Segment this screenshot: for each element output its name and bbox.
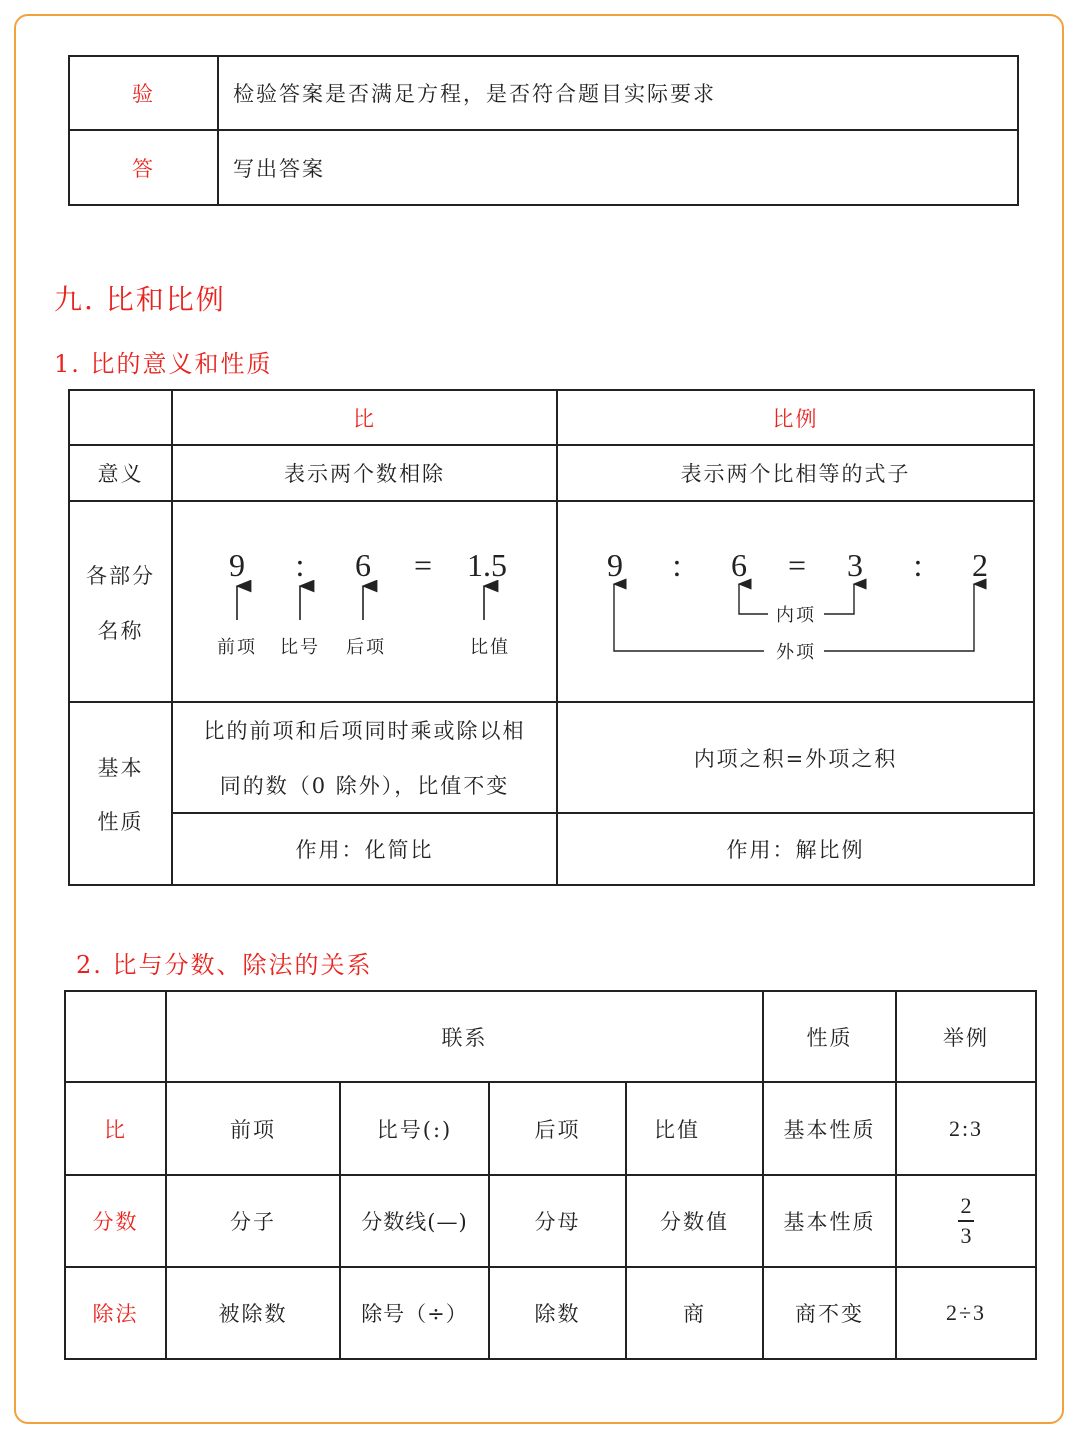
- prop-colon-1: :: [672, 546, 682, 583]
- outer-bracket-right: [824, 584, 974, 651]
- ratio-colon: :: [295, 546, 305, 583]
- ratio-back-number: 6: [355, 546, 371, 583]
- row-label-names-line2: 名称: [97, 619, 144, 643]
- ratio-arrows: [173, 580, 556, 625]
- ratio-part-back: 后项: [346, 637, 386, 658]
- header-relation: 联系: [441, 1025, 488, 1050]
- section-title: 九. 比和比例: [54, 283, 226, 316]
- prop-b: 6: [731, 546, 747, 583]
- step-text-answer: 写出答案: [233, 156, 325, 181]
- row-label-fraction: 分数: [92, 1210, 139, 1234]
- ratio-value-number: 1.5: [467, 546, 507, 583]
- row-label-property-line2: 性质: [97, 810, 144, 834]
- prop-equals: =: [787, 546, 807, 583]
- division-c2: 除号（÷）: [361, 1302, 468, 1326]
- ratio-c3: 后项: [534, 1117, 581, 1142]
- outer-bracket-left: [614, 584, 764, 651]
- division-c3: 除数: [534, 1302, 581, 1326]
- division-example: 2÷3: [945, 1300, 987, 1325]
- inner-bracket-left: [739, 584, 768, 614]
- ratio-c4: 比值: [654, 1117, 700, 1142]
- use-ratio: 作用：化简比: [295, 838, 434, 862]
- row-label-meaning: 意义: [97, 462, 144, 486]
- fraction-c1: 分子: [230, 1210, 276, 1234]
- header-property: 性质: [806, 1025, 853, 1050]
- ratio-front-number: 9: [229, 546, 245, 583]
- property-ratio-line1: 比的前项和后项同时乘或除以相: [203, 719, 526, 743]
- ratio-part-front: 前项: [217, 637, 257, 658]
- step-label-answer: 答: [132, 156, 155, 181]
- ratio-part-value: 比值: [470, 637, 510, 658]
- prop-a: 9: [607, 546, 623, 583]
- step-text-verify: 检验答案是否满足方程，是否符合题目实际要求: [233, 82, 716, 106]
- property-ratio-line2: 同的数（0 除外），比值不变: [219, 774, 510, 798]
- fraction-bar: [958, 1220, 974, 1222]
- prop-colon-2: :: [913, 546, 923, 583]
- prop-c: 3: [847, 546, 863, 583]
- fraction-c4: 分数值: [660, 1210, 729, 1234]
- use-proportion: 作用：解比例: [726, 838, 865, 862]
- row-label-names-line1: 各部分: [86, 564, 155, 588]
- ratio-c1: 前项: [230, 1117, 276, 1142]
- division-c4: 商: [683, 1302, 706, 1326]
- meaning-proportion: 表示两个比相等的式子: [680, 462, 911, 486]
- ratio-example: 2:3: [948, 1115, 984, 1141]
- prop-part-outer: 外项: [776, 642, 816, 663]
- inner-bracket-right: [824, 584, 854, 614]
- prop-part-inner: 内项: [776, 605, 816, 626]
- header-example: 举例: [943, 1025, 989, 1050]
- ratio-c2: 比号(:): [376, 1117, 453, 1142]
- prop-d: 2: [972, 546, 988, 583]
- row-label-division: 除法: [92, 1302, 139, 1326]
- property-proportion: 内项之积=外项之积: [693, 746, 898, 771]
- meaning-ratio: 表示两个数相除: [284, 462, 445, 486]
- fraction-prop: 基本性质: [783, 1210, 876, 1234]
- fraction-example: [897, 1176, 1035, 1266]
- ratio-prop: 基本性质: [783, 1117, 876, 1142]
- row-label-property-line1: 基本: [97, 756, 144, 780]
- fraction-example-numerator: 2: [960, 1193, 972, 1219]
- row-label-ratio: 比: [104, 1117, 127, 1142]
- sub1-title: 1. 比的意义和性质: [54, 350, 273, 378]
- fraction-example-denominator: 3: [960, 1222, 972, 1248]
- fraction-c3: 分母: [534, 1210, 581, 1234]
- col-header-proportion: 比例: [772, 406, 819, 431]
- col-header-ratio: 比: [353, 406, 376, 431]
- ratio-equals: =: [413, 546, 433, 583]
- step-label-verify: 验: [132, 82, 155, 106]
- division-c1: 被除数: [218, 1302, 288, 1326]
- division-prop: 商不变: [795, 1302, 864, 1326]
- sub2-title: 2. 比与分数、除法的关系: [76, 951, 373, 979]
- fraction-c2: 分数线(—): [361, 1210, 468, 1234]
- ratio-part-sign: 比号: [280, 637, 320, 658]
